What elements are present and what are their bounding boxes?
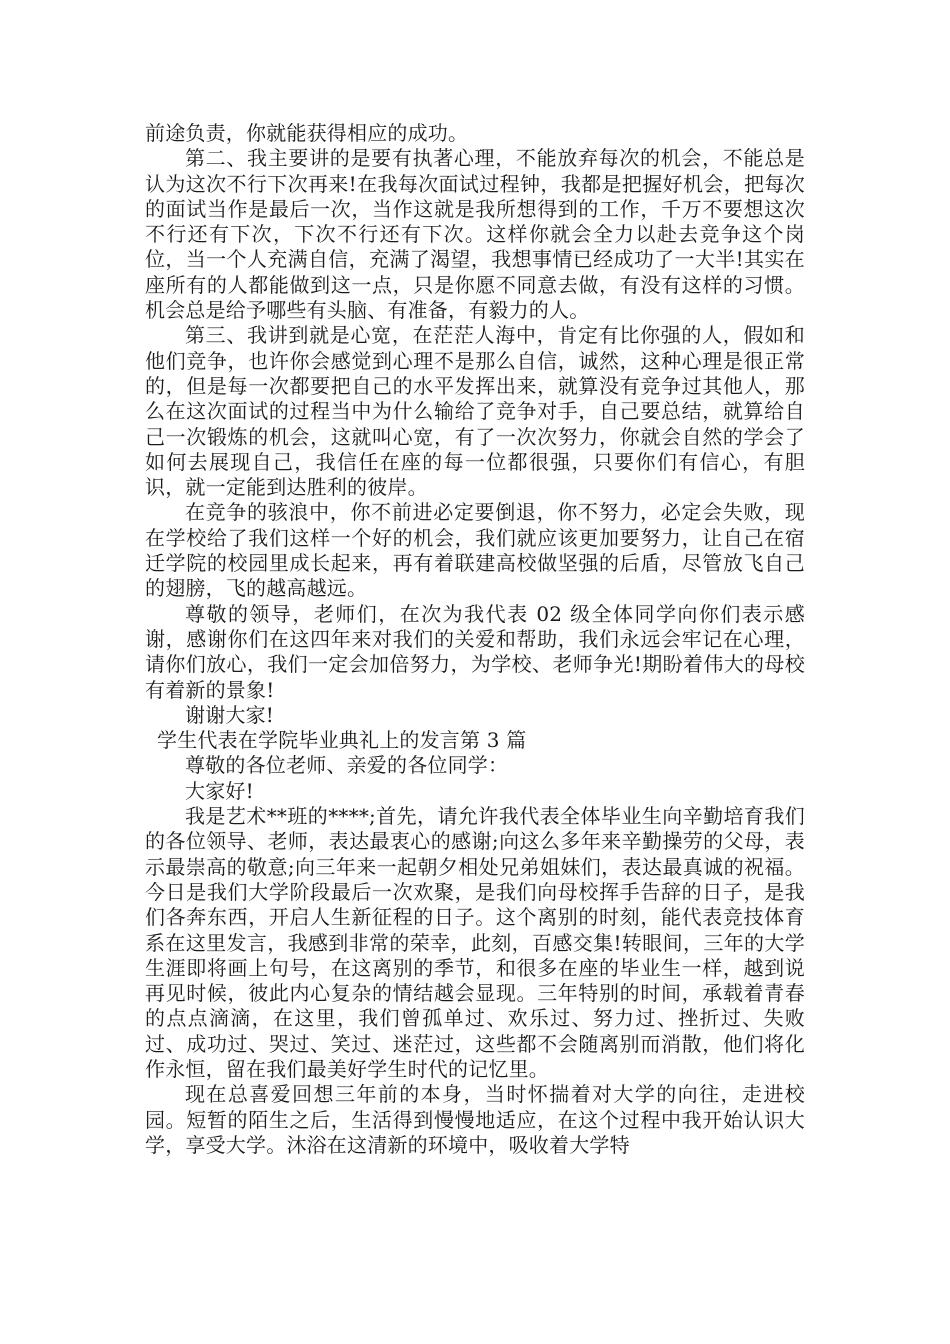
paragraph-2: 第二、我主要讲的是要有执著心理，不能放弃每次的机会，不能总是认为这次不行下次再来!在我每次面试过程钟，我都是把握好机会，把每次的面试当作是最后一次，当作这就是我所想得到的工作，千万不要想这次不行还有下次，下次不行还有下次。这样你就会全力以赴去竞争这个岗位，当一个人充满自信，充满了渴望，我想事情已经成功了一大半!其实在座所有的人都能做到这一点，只是你愿不同意去做，有没有这样的习惯。机会总是给予哪些有头脑、有准备，有毅力的人。 — [145, 146, 805, 323]
paragraph-4: 在竞争的骇浪中，你不前进必定要倒退，你不努力，必定会失败，现在学校给了我们这样一个好的机会，我们就应该更加要努力，让自己在宿迁学院的校园里成长起来，再有着联建高校做坚强的后盾，尽管放飞自己的翅膀，飞的越高越远。 — [145, 500, 805, 601]
document-page — [145, 121, 805, 1158]
paragraph-3: 第三、我讲到就是心宽，在茫茫人海中，肯定有比你强的人，假如和他们竞争，也许你会感觉到心理不是那么自信，诚然，这种心理是很正常的，但是每一次都要把自己的水平发挥出来，就算没有竞争过其他人，那么在这次面试的过程当中为什么输给了竞争对手，自己要总结，就算给自己一次锻炼的机会，这就叫心宽，有了一次次努力，你就会自然的学会了如何去展现自己，我信任在座的每一位都很强，只要你们有信心，有胆识，就一定能到达胜利的彼岸。 — [145, 323, 805, 500]
paragraph-9: 我是艺术**班的****;首先，请允许我代表全体毕业生向辛勤培育我们的各位领导、老师，表达最衷心的感谢;向这么多年来辛勤操劳的父母，表示最崇高的敬意;向三年来一起朝夕相处兄弟姐妹们，表达最真诚的祝福。今日是我们大学阶段最后一次欢聚，是我们向母校挥手告辞的日子，是我们各奔东西，开启人生新征程的日子。这个离别的时刻，能代表竞技体育系在这里发言，我感到非常的荣幸，此刻，百感交集!转眼间，三年的大学生涯即将画上句号，在这离别的季节，和很多在座的毕业生一样，越到说再见时候，彼此内心复杂的情结越会显现。三年特别的时间，承载着青春的点点滴滴，在这里，我们曾孤单过、欢乐过、努力过、挫折过、失败过、成功过、哭过、笑过、迷茫过，这些都不会随离别而消散，他们将化作永恒，留在我们最美好学生时代的记忆里。 — [145, 804, 805, 1081]
paragraph-7: 尊敬的各位老师、亲爱的各位同学： — [185, 753, 509, 778]
paragraph-1: 前途负责，你就能获得相应的成功。 — [145, 121, 469, 145]
paragraph-6: 谢谢大家! — [185, 702, 275, 727]
paragraph-10: 现在总喜爱回想三年前的本身，当时怀揣着对大学的向往，走进校园。短暂的陌生之后，生活得到慢慢地适应，在这个过程中我开始认识大学，享受大学。沐浴在这清新的环境中，吸收着大学特 — [145, 1082, 805, 1157]
paragraph-5: 尊敬的领导，老师们，在次为我代表 02 级全体同学向你们表示感谢，感谢你们在这四年来对我们的关爱和帮助，我们永远会牢记在心理，请你们放心，我们一定会加倍努力，为学校、老师争光!期盼着伟大的母校有着新的景象! — [145, 601, 805, 702]
section-heading: 学生代表在学院毕业典礼上的发言第 3 篇 — [157, 728, 527, 753]
paragraph-8: 大家好! — [185, 778, 254, 803]
